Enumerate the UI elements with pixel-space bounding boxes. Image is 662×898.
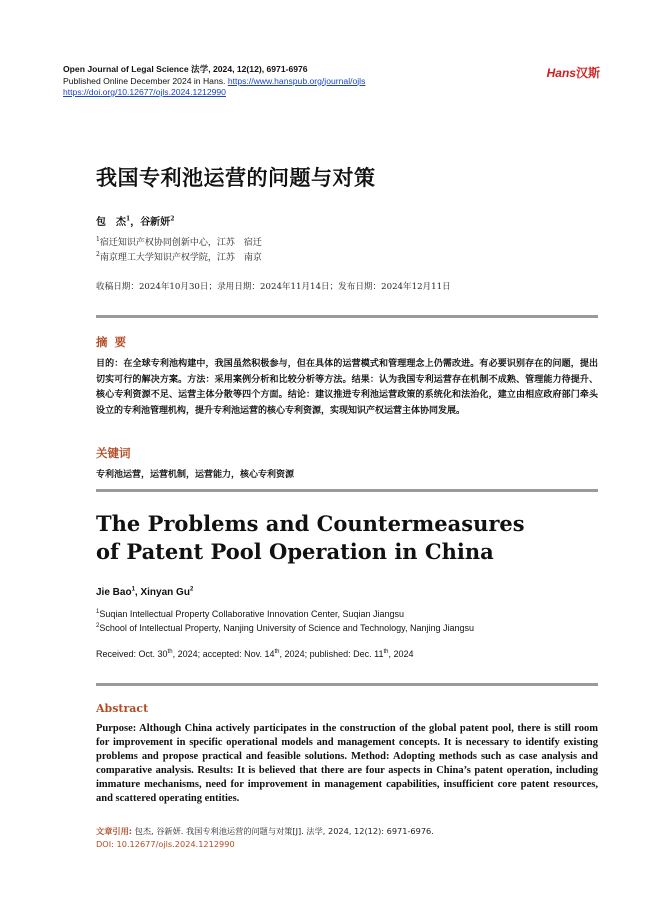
published-year: 2024 [393,649,414,659]
published-ord: th [383,649,389,655]
en-authors: Jie Bao$^1$, Xinyan Gu$^2$ [96,586,194,598]
en-affiliations [96,608,474,635]
journal-url-link[interactable]: https://www.hanspub.org/journal/ojls [227,75,366,86]
en-aff1-marker: 1 [96,609,100,615]
received-ord: th [167,649,173,655]
divider-1 [96,315,598,318]
en-author-1-marker: 1 [131,586,135,593]
divider-2 [96,489,598,492]
doi-url-link[interactable]: https://doi.org/10.12677/ojls.2024.1212990 [63,87,226,97]
en-title [96,510,525,566]
accepted-date: accepted: Nov. 14 [202,649,275,659]
published-online: Published Online December 2024 in Hans. [63,75,226,86]
received-date: Received: Oct. 30 [96,649,168,659]
cn-aff1-marker: 1 [96,236,100,243]
cn-aff1: 宿迁知识产权协同创新中心，江苏 宿迁 [99,238,262,248]
cn-aff2: 南京理工大学知识产权学院，江苏 南京 [99,253,262,263]
en-abstract: Purpose: Although China actively participates in the construction of the global patent pool, there is still room for improvement in specific operational models and management concepts. It is necessary to identify existing problems and propose practical and feasible solutions. Method: Adopting methods such as case analysis and comparative analysis. Results: It is believed that there are four aspects in China’s patent operation, including immature mechanisms, need for improvement in management capabilities, insufficient core patent resources, and scattered operating entities. [96,723,598,804]
cn-author-1-marker: 1 [126,215,131,223]
en-title-line1: The Problems and Countermeasures [96,511,525,536]
citation-block [96,825,434,850]
logo-brand-cn: 汉斯 [575,66,600,80]
citation-doi[interactable]: DOI: 10.12677/ojls.2024.1212990 [96,838,235,849]
en-title-line2: of Patent Pool Operation in China [96,539,494,564]
accepted-ord: th [274,649,280,655]
en-aff1: Suqian Intellectual Property Collaborative Innovation Center, Suqian Jiangsu [99,609,405,619]
en-aff2: School of Intellectual Property, Nanjing University of Science and Technology, Nanjing Jiangsu [99,622,475,633]
publisher-logo [547,64,600,81]
cn-keywords-heading: 关键词 [96,446,131,460]
cn-dates: 收稿日期：2024年10月30日；录用日期：2024年11月14日；发布日期：2024年12月11日 [96,282,451,292]
logo-brand: Hans [546,66,576,80]
cn-abstract: 目的：在全球专利池构建中，我国虽然积极参与，但在具体的运营模式和管理理念上仍需改进。有必要识别存在的问题，提出切实可行的解决方案。方法：采用案例分析和比较分析等方法。结果：认为我国专利运营存在机制不成熟、管理能力待提升、核心专利资源不足、运营主体分散等四个方面。结论：建议推进专利池运营政策的系统化和法治化，建立由相应政府部门牵头设立的专利池管理机构，提升专利池运营的核心专利资源，实现知识产权运营主体协同发展。 [96,359,598,416]
cn-title: 我国专利池运营的问题与对策 [96,166,376,190]
volume-info: , 2024, 12(12), 6971-6976 [208,64,308,74]
en-author-2: Xinyan Gu [140,587,190,598]
cn-author-2-marker: 2 [170,215,175,223]
divider-3 [96,683,598,686]
journal-header [63,64,365,99]
published-date: published: Dec. 11 [309,649,384,659]
accepted-year: 2024 [284,649,305,659]
cn-author-1: 包 杰 [96,217,126,228]
journal-name: Open Journal of Legal Science [63,64,189,74]
cn-keywords: 专利池运营，运营机制，运营能力，核心专利资源 [96,470,295,480]
cn-abstract-heading: 摘要 [96,335,133,349]
cn-aff2-marker: 2 [96,251,100,258]
journal-name-cn: 法学 [191,64,209,74]
citation-text: 包杰, 谷新妍. 我国专利池运营的问题与对策[J]. 法学, 2024, 12(12): 6971-6976. [134,826,434,836]
received-year: 2024 [177,649,198,659]
cn-authors: 包 杰$^1$，谷新妍$^2$ [96,215,175,228]
en-author-1: Jie Bao [96,587,132,598]
en-abstract-heading: Abstract [96,702,149,715]
en-aff2-marker: 2 [96,622,100,629]
cn-author-2: 谷新妍 [140,217,171,228]
en-dates: Received: Oct. 30th, 2024; accepted: Nov. 14th, 2024; published: Dec. 11th, 2024 [96,649,414,659]
en-author-2-marker: 2 [189,586,194,593]
citation-label: 文章引用: [96,826,133,836]
cn-affiliations [96,236,262,266]
